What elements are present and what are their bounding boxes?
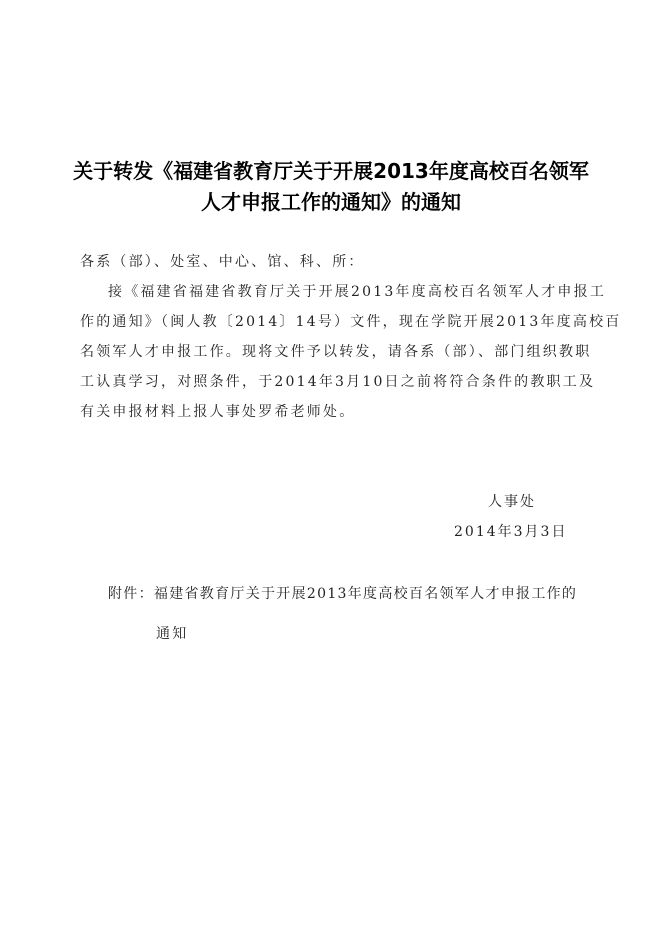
body-line-5: 有关申报材料上报人事处罗希老师处。 [80, 404, 356, 420]
document-title-line-1: 关于转发《福建省教育厅关于开展2013年度高校百名领军 [73, 159, 589, 183]
body-line-4: 工认真学习，对照条件，于2014年3月10日之前将符合条件的教职工及 [80, 374, 596, 390]
body-line-3: 名领军人才申报工作。现将文件予以转发，请各系（部）、部门组织教职 [80, 344, 592, 360]
signature-date: 2014年3月3日 [454, 524, 568, 540]
signature-org: 人事处 [488, 494, 536, 510]
salutation: 各系（部）、处室、中心、馆、科、所： [80, 254, 365, 270]
body-line-2: 作的通知》（闽人教〔2014〕14号）文件，现在学院开展2013年度高校百 [80, 314, 622, 330]
attachment-line-2: 通知 [156, 626, 189, 642]
document-title-line-2: 人才申报工作的通知》的通知 [201, 190, 461, 214]
attachment-line-1: 附件：福建省教育厅关于开展2013年度高校百名领军人才申报工作的 [108, 586, 578, 602]
body-line-1: 接《福建省福建省教育厅关于开展2013年度高校百名领军人才申报工 [108, 284, 607, 300]
